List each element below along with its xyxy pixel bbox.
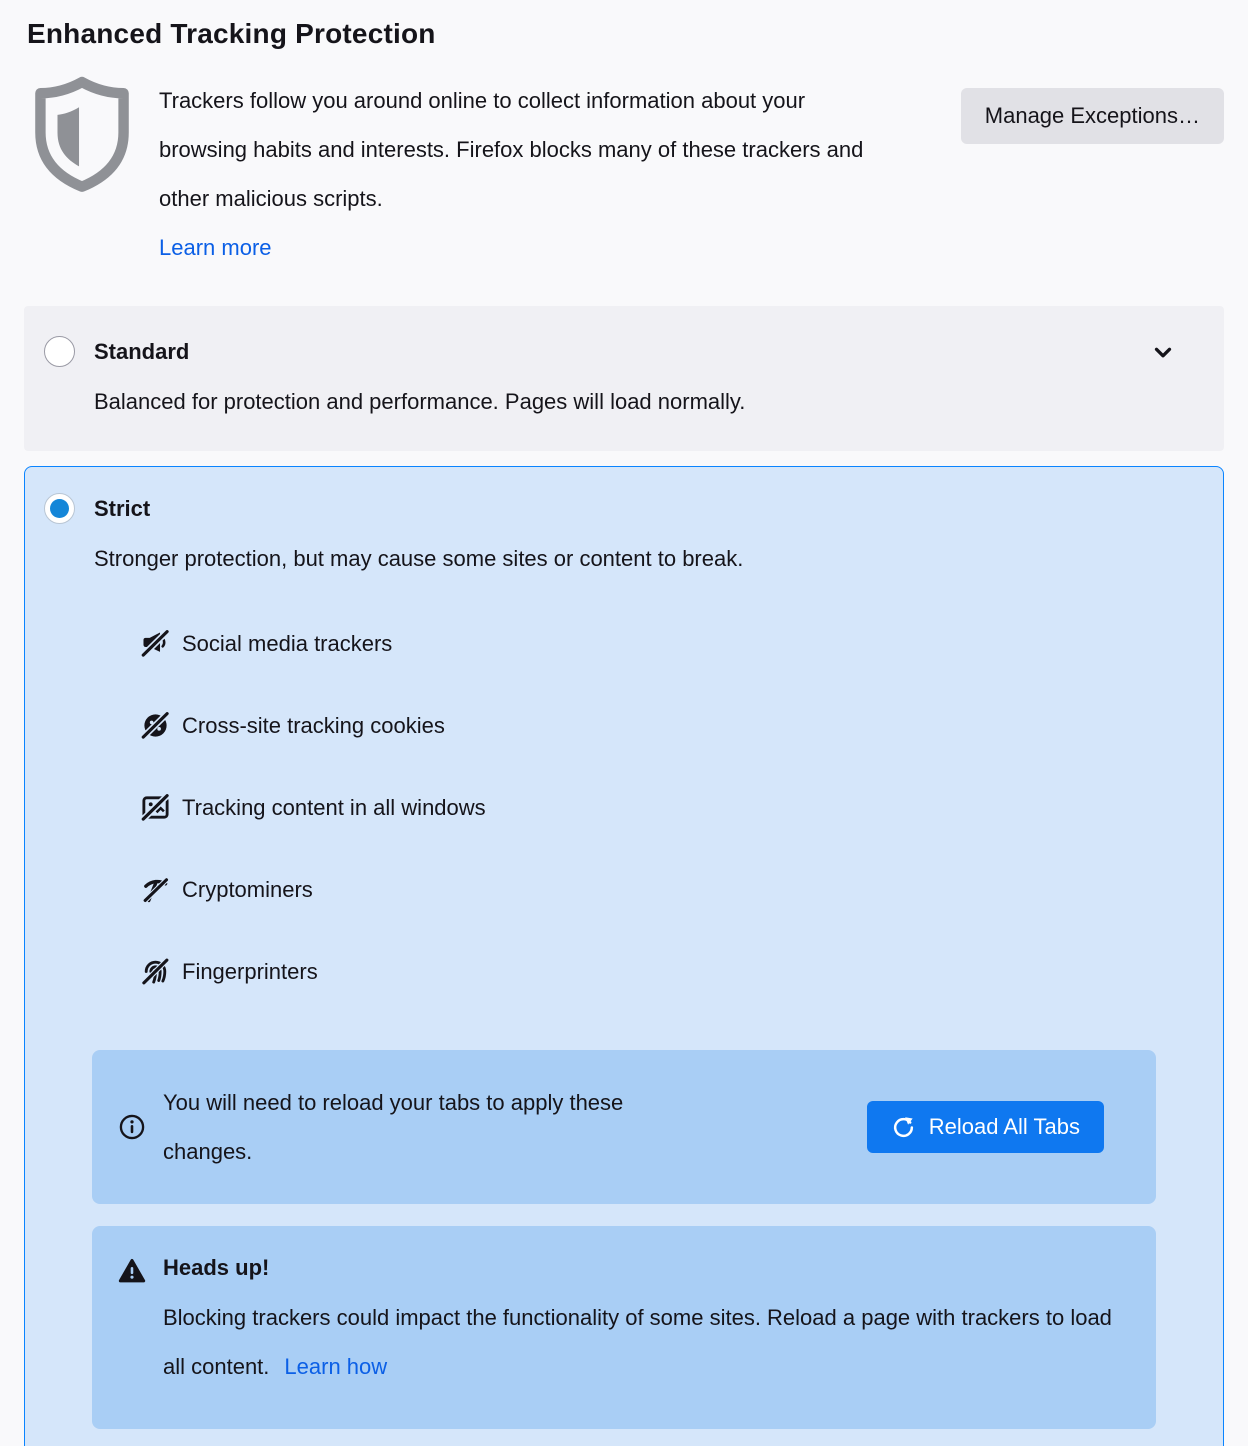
strict-label: Strict [94,495,151,521]
reload-icon [891,1115,916,1140]
strict-option-row [44,493,1204,524]
heads-up-warning-box [92,1226,1156,1429]
standard-radio[interactable] [44,336,75,367]
info-icon [118,1113,146,1141]
social-media-trackers-blocked-icon [140,628,171,659]
tracking-content-blocked-icon [140,792,171,823]
warning-body [163,1254,1130,1391]
option-card-standard[interactable] [24,306,1224,451]
page-title: Enhanced Tracking Protection [27,18,436,49]
shield-icon [33,76,131,192]
blocked-item-label: Tracking content in all windows [182,794,486,820]
intro-text [159,76,883,272]
list-item [140,792,1204,823]
strict-description: Stronger protection, but may cause some sites or content to break. [94,546,744,571]
warning-icon [118,1257,146,1285]
standard-label: Standard [94,338,190,364]
option-card-strict[interactable] [24,466,1224,1446]
chevron-down-icon[interactable] [1150,339,1176,365]
learn-more-link[interactable]: Learn more [159,235,272,260]
list-item [140,710,1204,741]
warning-message: Blocking trackers could impact the functionality of some sites. Reload a page with trackers to load all content. [163,1305,1112,1379]
list-item [140,956,1204,987]
reload-notice-text: You will need to reload your tabs to apply these changes. [163,1090,624,1164]
reload-all-tabs-button[interactable] [867,1101,1104,1153]
strict-radio[interactable] [44,493,75,524]
intro-row [24,76,1224,272]
reload-notice-box [92,1050,1156,1204]
learn-how-link[interactable]: Learn how [284,1354,388,1379]
list-item [140,628,1204,659]
warning-title: Heads up! [163,1255,270,1280]
list-item [140,874,1204,905]
reload-button-label: Reload All Tabs [928,1114,1080,1139]
blocked-item-label: Cryptominers [182,876,313,902]
manage-exceptions-button[interactable]: Manage Exceptions… [961,88,1224,144]
cryptominers-blocked-icon [140,874,171,905]
cross-site-tracking-cookies-blocked-icon [140,710,171,741]
standard-option-row [44,336,1194,367]
blocked-item-label: Fingerprinters [182,958,318,984]
blocked-item-label: Cross-site tracking cookies [182,712,445,738]
blocked-items-list [140,628,1204,987]
warning-text [163,1293,1130,1391]
standard-description: Balanced for protection and performance. Pages will load normally. [94,389,746,414]
fingerprinters-blocked-icon [140,956,171,987]
intro-description: Trackers follow you around online to collect information about your browsing habits and interests. Firefox blocks many of these trackers and other malicious scripts. [159,88,864,211]
blocked-item-label: Social media trackers [182,630,393,656]
